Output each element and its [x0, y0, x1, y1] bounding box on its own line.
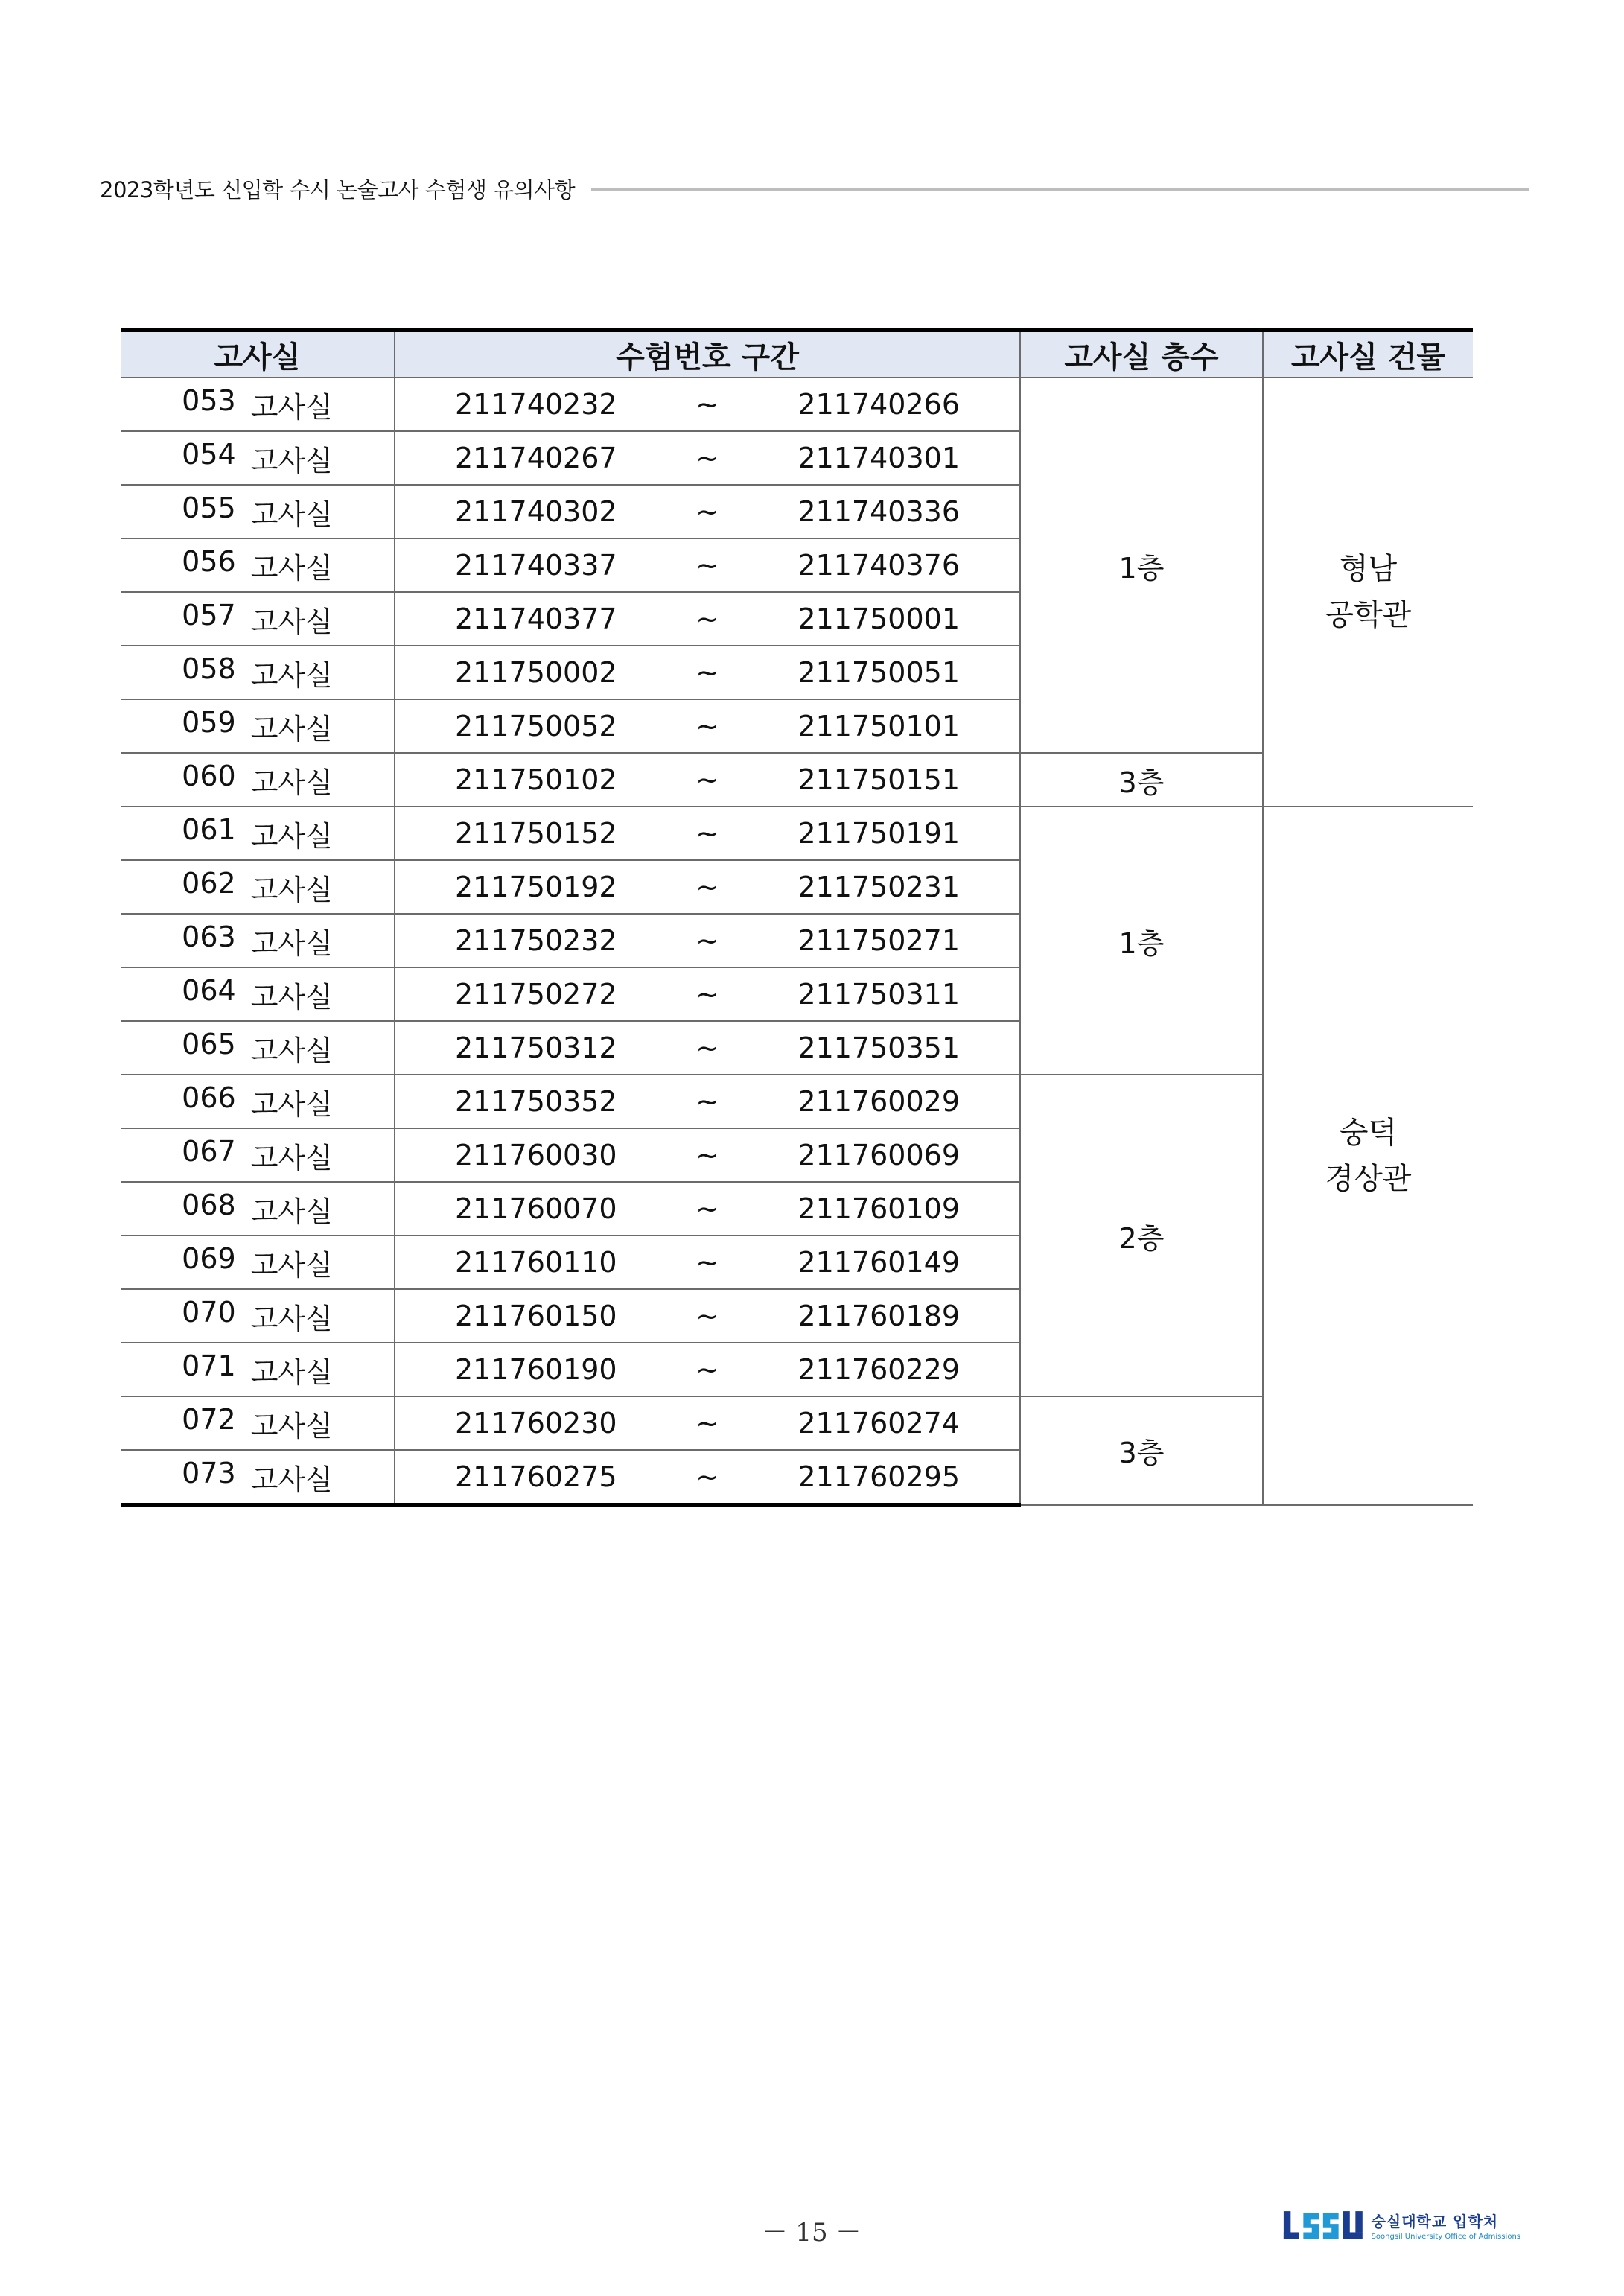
room-cell: [121, 1289, 395, 1343]
range-separator: ~: [695, 978, 719, 1011]
range-separator: ~: [695, 602, 719, 635]
range-start: 211750272: [455, 978, 617, 1011]
range-end: 211750101: [797, 710, 960, 742]
column-header-room: 고사실: [121, 331, 395, 378]
floor-cell: 1층: [1020, 807, 1263, 1075]
range-separator: ~: [695, 1192, 719, 1225]
room-number: 055: [182, 491, 236, 524]
range-separator: ~: [695, 442, 719, 474]
range-cell: [395, 485, 1020, 538]
room-number: 066: [182, 1081, 236, 1114]
room-number: 068: [182, 1188, 236, 1221]
range-separator: ~: [695, 1246, 719, 1279]
range-end: 211750351: [797, 1031, 960, 1064]
room-cell: [121, 592, 395, 646]
building-name-line1: 숭덕: [1339, 1115, 1398, 1150]
range-end: 211740336: [797, 495, 960, 528]
range-start: 211740337: [455, 549, 617, 582]
room-label: 고사실: [250, 444, 333, 477]
building-cell: [1263, 378, 1473, 807]
room-label: 고사실: [250, 1034, 333, 1067]
building-name-line2: 공학관: [1325, 598, 1412, 632]
range-start: 211760070: [455, 1192, 617, 1225]
room-label: 고사실: [250, 1355, 333, 1389]
room-number: 063: [182, 920, 236, 953]
range-end: 211760109: [797, 1192, 960, 1225]
range-start: 211760190: [455, 1353, 617, 1386]
range-separator: ~: [695, 1031, 719, 1064]
floor-cell: 2층: [1020, 1075, 1263, 1396]
building-name-line1: 형남: [1339, 552, 1398, 586]
range-start: 211760110: [455, 1246, 617, 1279]
range-start: 211740302: [455, 495, 617, 528]
room-cell: [121, 378, 395, 431]
column-header-building: 고사실 건물: [1263, 331, 1473, 378]
room-number: 071: [182, 1349, 236, 1382]
range-cell: [395, 753, 1020, 807]
room-label: 고사실: [250, 712, 333, 745]
room-cell: [121, 1075, 395, 1128]
room-cell: [121, 967, 395, 1021]
range-cell: [395, 1182, 1020, 1236]
room-number: 057: [182, 598, 236, 632]
room-number: 056: [182, 544, 236, 578]
room-number: 059: [182, 705, 236, 739]
range-end: 211760069: [797, 1139, 960, 1171]
room-number: 058: [182, 652, 236, 685]
logo-english-text: Soongsil University Office of Admissions: [1371, 2233, 1520, 2241]
column-header-range: 수험번호 구간: [395, 331, 1020, 378]
room-label: 고사실: [250, 873, 333, 906]
range-cell: [395, 807, 1020, 860]
range-cell: [395, 967, 1020, 1021]
room-cell: [121, 1343, 395, 1396]
range-cell: [395, 1450, 1020, 1505]
range-start: 211740267: [455, 442, 617, 474]
range-end: 211750191: [797, 817, 960, 850]
range-cell: [395, 1289, 1020, 1343]
building-cell: [1263, 807, 1473, 1505]
range-start: 211750192: [455, 871, 617, 903]
ssu-logo-icon: [1282, 2206, 1366, 2245]
room-label: 고사실: [250, 1463, 333, 1496]
range-cell: [395, 378, 1020, 431]
room-label: 고사실: [250, 980, 333, 1014]
room-label: 고사실: [250, 1087, 333, 1121]
document-title: 2023학년도 신입학 수시 논술고사 수험생 유의사항: [100, 177, 576, 203]
room-cell: [121, 1396, 395, 1450]
range-separator: ~: [695, 1139, 719, 1171]
range-cell: [395, 1396, 1020, 1450]
range-separator: ~: [695, 495, 719, 528]
range-separator: ~: [695, 388, 719, 421]
room-number: 061: [182, 812, 236, 846]
range-start: 211750002: [455, 656, 617, 689]
range-end: 211750231: [797, 871, 960, 903]
range-cell: [395, 699, 1020, 753]
room-number: 054: [182, 437, 236, 471]
room-cell: [121, 1450, 395, 1505]
room-number: 073: [182, 1456, 236, 1489]
room-number: 072: [182, 1402, 236, 1436]
range-end: 211760295: [797, 1460, 960, 1493]
room-number: 060: [182, 759, 236, 792]
range-cell: [395, 431, 1020, 485]
room-label: 고사실: [250, 497, 333, 531]
range-start: 211740377: [455, 602, 617, 635]
room-cell: [121, 538, 395, 592]
range-separator: ~: [695, 1300, 719, 1332]
table-header-row: [121, 331, 1473, 378]
range-cell: [395, 1128, 1020, 1182]
range-cell: [395, 1236, 1020, 1289]
range-separator: ~: [695, 817, 719, 850]
room-cell: [121, 1021, 395, 1075]
room-label: 고사실: [250, 819, 333, 853]
room-number: 064: [182, 973, 236, 1007]
range-separator: ~: [695, 1353, 719, 1386]
room-number: 062: [182, 866, 236, 900]
range-cell: [395, 646, 1020, 699]
room-cell: [121, 807, 395, 860]
room-number: 065: [182, 1027, 236, 1060]
range-start: 211750052: [455, 710, 617, 742]
range-end: 211740301: [797, 442, 960, 474]
room-cell: [121, 753, 395, 807]
range-cell: [395, 592, 1020, 646]
range-start: 211750352: [455, 1085, 617, 1118]
room-label: 고사실: [250, 766, 333, 799]
range-cell: [395, 914, 1020, 967]
building-name-line2: 경상관: [1325, 1161, 1412, 1196]
table-row: [121, 378, 1473, 431]
page-number: － 15 －: [762, 2218, 862, 2248]
range-start: 211760230: [455, 1407, 617, 1440]
range-start: 211750152: [455, 817, 617, 850]
range-end: 211740376: [797, 549, 960, 582]
range-start: 211750232: [455, 924, 617, 957]
floor-cell: 3층: [1020, 753, 1263, 807]
logo-korean-text: 숭실대학교 입학처: [1371, 2213, 1499, 2230]
range-end: 211760189: [797, 1300, 960, 1332]
room-label: 고사실: [250, 1302, 333, 1335]
table-row: [121, 807, 1473, 860]
range-end: 211740266: [797, 388, 960, 421]
range-cell: [395, 860, 1020, 914]
range-cell: [395, 1075, 1020, 1128]
range-start: 211740232: [455, 388, 617, 421]
range-start: 211750102: [455, 763, 617, 796]
range-separator: ~: [695, 710, 719, 742]
room-number: 070: [182, 1295, 236, 1329]
range-separator: ~: [695, 1085, 719, 1118]
room-cell: [121, 860, 395, 914]
page-header: [100, 170, 1529, 207]
room-label: 고사실: [250, 658, 333, 692]
header-divider: [591, 188, 1529, 191]
room-number: 053: [182, 384, 236, 417]
range-end: 211750051: [797, 656, 960, 689]
range-start: 211760150: [455, 1300, 617, 1332]
room-cell: [121, 1236, 395, 1289]
range-end: 211750151: [797, 763, 960, 796]
floor-cell: 3층: [1020, 1396, 1263, 1505]
range-separator: ~: [695, 763, 719, 796]
exam-room-table: [121, 328, 1473, 1507]
floor-cell: 1층: [1020, 378, 1263, 753]
room-cell: [121, 431, 395, 485]
range-end: 211750001: [797, 602, 960, 635]
room-label: 고사실: [250, 1409, 333, 1443]
range-separator: ~: [695, 1460, 719, 1493]
range-end: 211760029: [797, 1085, 960, 1118]
range-end: 211760149: [797, 1246, 960, 1279]
range-start: 211760275: [455, 1460, 617, 1493]
room-cell: [121, 699, 395, 753]
room-label: 고사실: [250, 551, 333, 585]
room-cell: [121, 485, 395, 538]
room-number: 069: [182, 1241, 236, 1275]
range-separator: ~: [695, 871, 719, 903]
room-label: 고사실: [250, 1195, 333, 1228]
range-cell: [395, 1021, 1020, 1075]
room-label: 고사실: [250, 605, 333, 638]
range-separator: ~: [695, 1407, 719, 1440]
room-number: 067: [182, 1134, 236, 1168]
range-start: 211760030: [455, 1139, 617, 1171]
room-cell: [121, 1128, 395, 1182]
room-cell: [121, 646, 395, 699]
room-label: 고사실: [250, 926, 333, 960]
range-end: 211750311: [797, 978, 960, 1011]
column-header-floor: 고사실 층수: [1020, 331, 1263, 378]
range-separator: ~: [695, 924, 719, 957]
room-label: 고사실: [250, 390, 333, 424]
range-end: 211760229: [797, 1353, 960, 1386]
room-cell: [121, 914, 395, 967]
university-logo: [1282, 2203, 1520, 2248]
range-separator: ~: [695, 656, 719, 689]
range-cell: [395, 1343, 1020, 1396]
range-cell: [395, 538, 1020, 592]
range-end: 211750271: [797, 924, 960, 957]
room-cell: [121, 1182, 395, 1236]
room-label: 고사실: [250, 1141, 333, 1174]
range-end: 211760274: [797, 1407, 960, 1440]
room-label: 고사실: [250, 1248, 333, 1282]
range-start: 211750312: [455, 1031, 617, 1064]
range-separator: ~: [695, 549, 719, 582]
